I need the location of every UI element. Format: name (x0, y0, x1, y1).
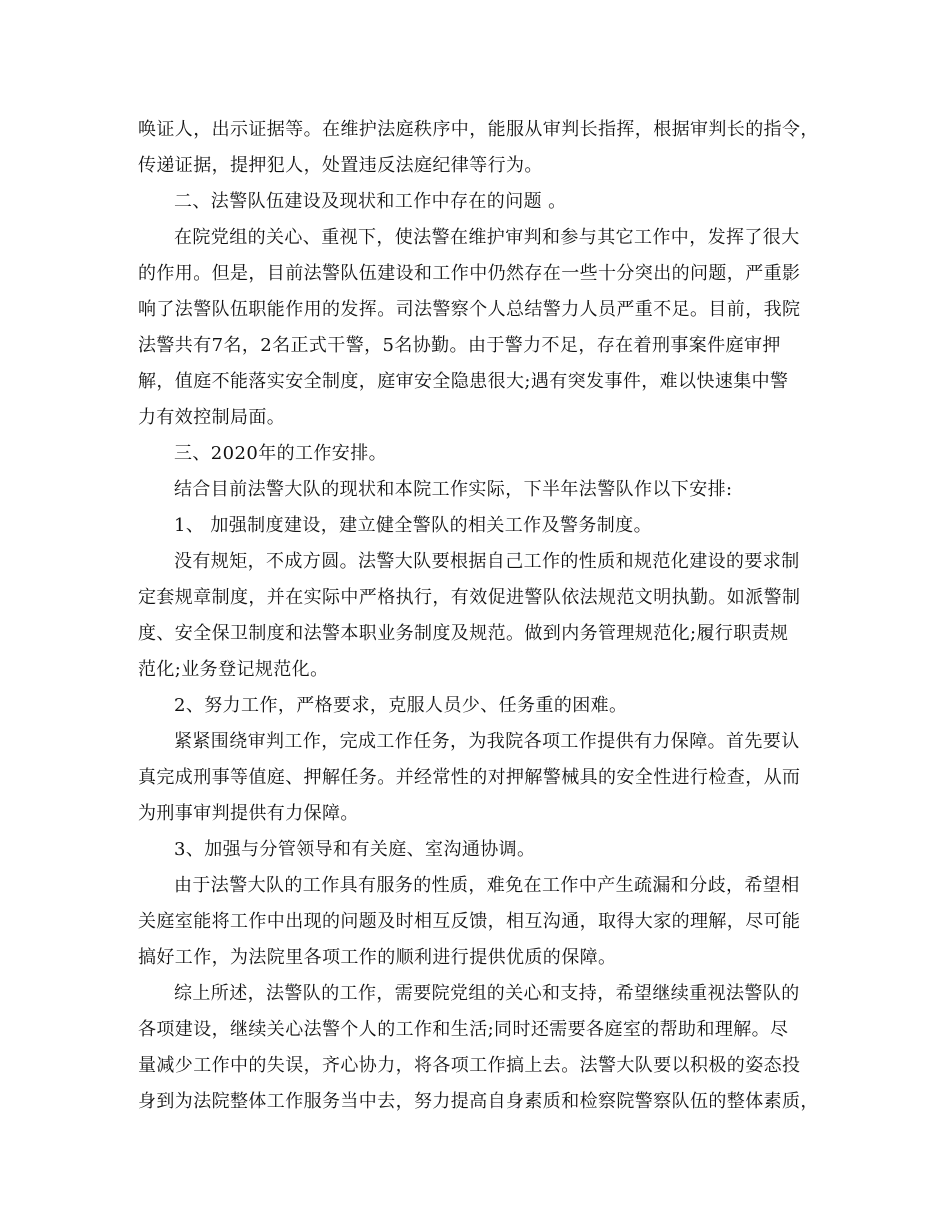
text-line: 紧紧围绕审判工作，完成工作任务，为我院各项工作提供有力保障。首先要认 (174, 731, 800, 752)
list-item-heading: 1、 加强制度建设，建立健全警队的相关工作及警务制度。 (174, 515, 652, 536)
section-heading: 三、2020年的工作安排。 (174, 443, 388, 464)
text-line: 关庭室能将工作中出现的问题及时相互反馈，相互沟通，取得大家的理解，尽可能 (138, 911, 801, 932)
text-line: 没有规矩，不成方圆。法警大队要根据自己工作的性质和规范化建设的要求制 (174, 551, 800, 572)
text-line: 身到为法院整体工作服务当中去，努力提高自身素质和检察院警察队伍的整体素质， (138, 1091, 819, 1112)
text-line: 综上所述，法警队的工作，需要院党组的关心和支持，希望继续重视法警队的 (174, 983, 800, 1004)
text-line: 由于法警大队的工作具有服务的性质，难免在工作中产生疏漏和分歧，希望相 (174, 875, 800, 896)
text-line: 唤证人，出示证据等。在维护法庭秩序中，能服从审判长指挥，根据审判长的指令， (138, 119, 819, 140)
text-line: 各项建设，继续关心法警个人的工作和生活;同时还需要各庭室的帮助和理解。尽 (138, 1019, 789, 1040)
text-line: 搞好工作，为法院里各项工作的顺利进行提供优质的保障。 (138, 947, 617, 968)
text-line: 度、安全保卫制度和法警本职业务制度及规范。做到内务管理规范化;履行职责规 (138, 623, 789, 644)
text-line: 量减少工作中的失误，齐心协力，将各项工作搞上去。法警大队要以积极的姿态投 (138, 1055, 801, 1076)
text-line: 传递证据，提押犯人，处置违反法庭纪律等行为。 (138, 155, 543, 176)
list-item-heading: 2、努力工作，严格要求，克服人员少、任务重的困难。 (174, 695, 628, 716)
text-line: 为刑事审判提供有力保障。 (138, 803, 359, 824)
text-line: 响了法警队伍职能作用的发挥。司法警察个人总结警力人员严重不足。目前，我院 (138, 299, 801, 320)
section-heading: 二、法警队伍建设及现状和工作中存在的问题 。 (174, 191, 567, 212)
text-line: 真完成刑事等值庭、押解任务。并经常性的对押解警械具的安全性进行检查，从而 (138, 767, 801, 788)
document-body (138, 112, 826, 1120)
text-line: 定套规章制度，并在实际中严格执行，有效促进警队依法规范文明执勤。如派警制 (138, 587, 801, 608)
text-line: 结合目前法警大队的现状和本院工作实际，下半年法警队作以下安排: (174, 479, 733, 500)
text-line: 的作用。但是，目前法警队伍建设和工作中仍然存在一些十分突出的问题，严重影 (138, 263, 801, 284)
text-line: 解，值庭不能落实安全制度，庭审安全隐患很大;遇有突发事件，难以快速集中警 (138, 371, 789, 392)
text-line: 力有效控制局面。 (138, 407, 286, 428)
list-item-heading: 3、加强与分管领导和有关庭、室沟通协调。 (174, 839, 536, 860)
text-line: 法警共有7名，2名正式干警，5名协勤。由于警力不足，存在着刑事案件庭审押 (138, 335, 781, 356)
text-line: 范化;业务登记规范化。 (138, 659, 329, 680)
text-line: 在院党组的关心、重视下，使法警在维护审判和参与其它工作中，发挥了很大 (174, 227, 800, 248)
